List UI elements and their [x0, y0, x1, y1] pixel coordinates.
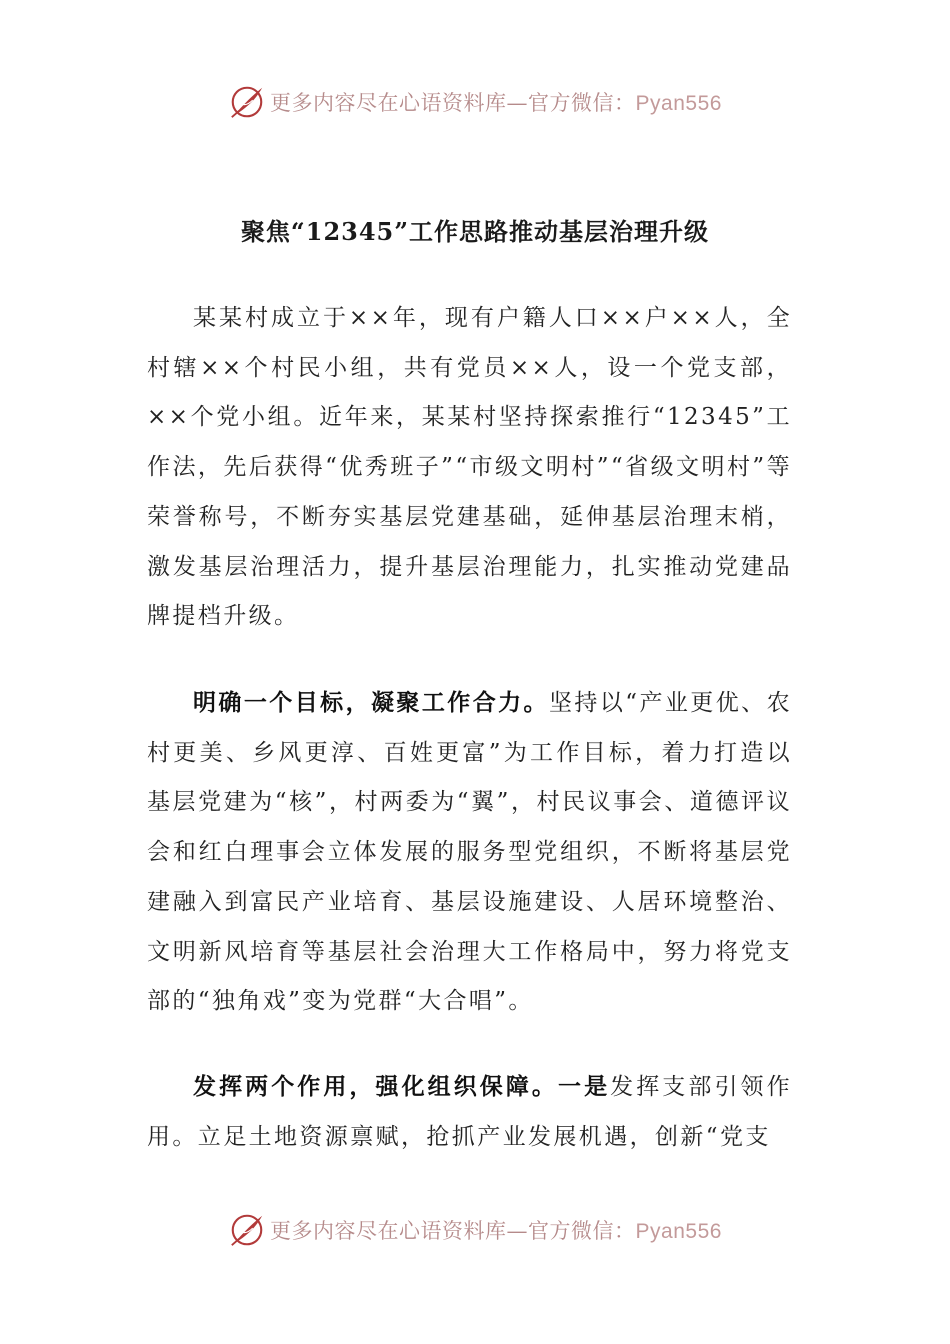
banner-text [270, 1215, 722, 1245]
paragraph-goal [147, 678, 792, 1027]
footer-banner [0, 1210, 950, 1250]
paragraph-text: 坚持以“产业更优、农村更美、乡风更淳、百姓更富”为工作目标，着力打造以基层党建为“核”，村两委为“翼”，村民议事会、道德评议会和红白理事会立体发展的服务型党组织，不断将基层党建融入到富民产业培育、基层设施建设、人居环境整治、文明新风培育等基层社会治理大工作格局中，努力将党支部的“独角戏”变为党群“大合唱”。 [147, 690, 792, 1015]
paragraph-body [147, 678, 792, 1027]
paragraph-body [147, 1062, 792, 1162]
quill-pen-logo-icon [228, 1211, 266, 1249]
quill-pen-logo-icon [228, 83, 266, 121]
paragraph-text: 某某村成立于××年，现有户籍人口××户××人，全村辖××个村民小组，共有党员××人，设一个党支部，××个党小组。近年来，某某村坚持探索推行“12345”工作法，先后获得“优秀班子”“市级文明村”“省级文明村”等荣誉称号，不断夯实基层党建基础，延伸基层治理末梢，激发基层治理活力，提升基层治理能力，扎实推动党建品牌提档升级。 [147, 305, 792, 630]
paragraph-heading: 发挥两个作用，强化组织保障。 [193, 1073, 558, 1100]
banner-message: 更多内容尽在心语资料库—官方微信： [270, 1219, 636, 1243]
paragraph-roles [147, 1062, 792, 1162]
paragraph-text: 发挥支部引领作用。立足土地资源禀赋，抢抓产业发展机遇，创新“党支 [147, 1074, 792, 1150]
wechat-id: Pyan556 [635, 1220, 722, 1243]
paragraph-subheading: 一是 [558, 1073, 611, 1100]
wechat-id: Pyan556 [635, 92, 722, 115]
paragraph-heading: 明确一个目标，凝聚工作合力。 [193, 689, 549, 716]
banner-message: 更多内容尽在心语资料库—官方微信： [270, 91, 636, 115]
paragraph-intro [147, 294, 792, 642]
document-title: 聚焦“12345”工作思路推动基层治理升级 [240, 217, 710, 246]
header-banner [0, 82, 950, 122]
banner-text [270, 87, 722, 117]
